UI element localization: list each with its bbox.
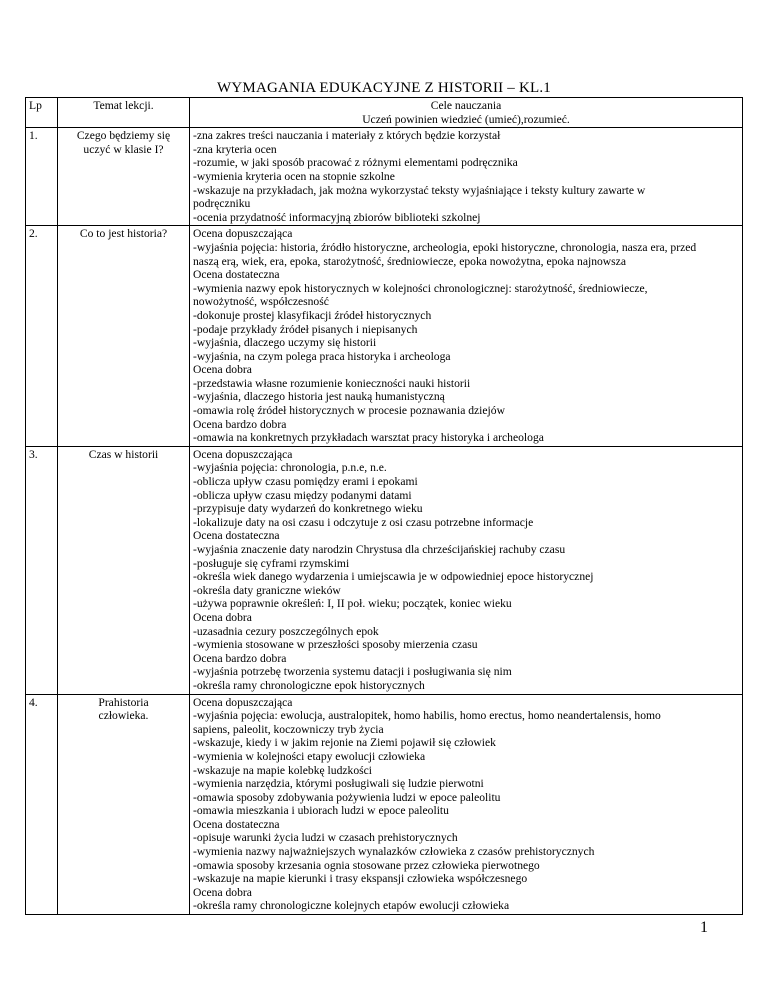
- requirement-item: -ocenia przydatność informacyjną zbiorów biblioteki szkolnej: [193, 210, 481, 224]
- grade-level-heading: Ocena dopuszczająca: [193, 447, 293, 461]
- requirement-item: -omawia rolę źródeł historycznych w procesie poznawania dziejów: [193, 404, 505, 418]
- lesson-topic-line: Prahistoria: [98, 695, 149, 709]
- requirement-item: -oblicza upływ czasu między podanymi datami: [193, 488, 412, 502]
- requirement-item: -wskazuje, kiedy i w jakim rejonie na Ziemi pojawił się człowiek: [193, 736, 496, 750]
- requirement-item: -omawia sposoby zdobywania pożywienia ludzi w epoce paleolitu: [193, 790, 501, 804]
- requirement-item: -wyjaśnia, dlaczego historia jest nauką humanistyczną: [193, 390, 445, 404]
- grade-level-heading: Ocena dostateczna: [193, 529, 280, 543]
- requirement-item: -określa ramy chronologiczne kolejnych etapów ewolucji człowieka: [193, 899, 510, 913]
- learning-goals: [190, 226, 743, 447]
- row-number: 1.: [26, 128, 58, 226]
- requirement-item: -wymienia w kolejności etapy ewolucji człowieka: [193, 749, 426, 763]
- header-topic: Temat lekcji.: [58, 98, 190, 128]
- requirement-item: -wymienia stosowane w przeszłości sposoby mierzenia czasu: [193, 638, 478, 652]
- requirement-item: -wyjaśnia pojęcia: historia, źródło historyczne, archeologia, epoki historyczne, chronologia, nasza era, przed: [193, 240, 697, 254]
- requirement-item: -wskazuje na mapie kolebkę ludzkości: [193, 763, 372, 777]
- requirement-item: -oblicza upływ czasu pomiędzy erami i epokami: [193, 475, 418, 489]
- requirement-item: -rozumie, w jaki sposób pracować z różnymi elementami podręcznika: [193, 156, 518, 170]
- requirement-item: -uzasadnia cezury poszczególnych epok: [193, 624, 379, 638]
- requirement-item: -określa ramy chronologiczne epok historycznych: [193, 678, 425, 692]
- requirement-item: -wyjaśnia, dlaczego uczymy się historii: [193, 336, 377, 350]
- requirement-item: -wskazuje na przykładach, jak można wykorzystać teksty wyjaśniające i teksty kultury zawarte w: [193, 183, 646, 197]
- requirement-item: -wyjaśnia potrzebę tworzenia systemu datacji i posługiwania się nim: [193, 665, 512, 679]
- lesson-topic-line: Czego będziemy się: [76, 129, 171, 143]
- requirement-item: -wyjaśnia, na czym polega praca historyka i archeologa: [193, 349, 451, 363]
- lesson-topic: [58, 128, 190, 226]
- requirement-item: -określa wiek danego wydarzenia i umiejscawia je w odpowiedniej epoce historycznej: [193, 570, 594, 584]
- learning-goals: [190, 128, 743, 226]
- grade-level-heading: Ocena dostateczna: [193, 817, 280, 831]
- requirement-item: -zna zakres treści nauczania i materiały z których będzie korzystał: [193, 129, 501, 143]
- requirement-item: podręczniku: [193, 197, 251, 211]
- table-row: [26, 226, 743, 447]
- learning-goals: [190, 446, 743, 694]
- requirement-item: -przedstawia własne rozumienie konieczności nauki historii: [193, 376, 471, 390]
- grade-level-heading: Ocena bardzo dobra: [193, 651, 287, 665]
- requirement-item: naszą erą, wiek, era, epoka, starożytność, średniowiecze, epoka nowożytna, epoka najnowsza: [193, 254, 626, 268]
- grade-level-heading: Ocena dobra: [193, 363, 252, 377]
- requirement-item: sapiens, paleolit, koczowniczy tryb życia: [193, 722, 384, 736]
- requirement-item: -wymienia kryteria ocen na stopnie szkolne: [193, 169, 395, 183]
- requirement-item: -przypisuje daty wydarzeń do konkretnego wieku: [193, 502, 423, 516]
- grade-level-heading: Ocena dopuszczająca: [193, 227, 293, 241]
- row-number: 3.: [26, 446, 58, 694]
- row-number: 2.: [26, 226, 58, 447]
- requirement-item: -wymienia nazwy najważniejszych wynalazków człowieka z czasów prehistorycznych: [193, 845, 595, 859]
- table-row: [26, 128, 743, 226]
- header-goals-subtitle: Uczeń powinien wiedzieć (umieć),rozumieć.: [362, 112, 570, 126]
- document-title: WYMAGANIA EDUKACYJNE Z HISTORII – KL.1: [217, 80, 551, 96]
- page-number: 1: [700, 919, 708, 936]
- requirement-item: -opisuje warunki życia ludzi w czasach prehistorycznych: [193, 831, 458, 845]
- requirement-item: -określa daty graniczne wieków: [193, 583, 341, 597]
- requirement-item: -lokalizuje daty na osi czasu i odczytuje z osi czasu potrzebne informacje: [193, 515, 534, 529]
- requirement-item: nowożytność, współczesność: [193, 295, 329, 309]
- table-header-row: [26, 98, 743, 128]
- lesson-topic-line: Czas w historii: [88, 447, 159, 461]
- requirement-item: -używa poprawnie określeń: I, II poł. wieku; początek, koniec wieku: [193, 597, 512, 611]
- requirement-item: -zna kryteria ocen: [193, 142, 277, 156]
- grade-level-heading: Ocena dobra: [193, 885, 252, 899]
- grade-level-heading: Ocena dostateczna: [193, 268, 280, 282]
- requirement-item: -wyjaśnia znaczenie daty narodzin Chrystusa dla chrześcijańskiej rachuby czasu: [193, 543, 566, 556]
- requirement-item: -wymienia nazwy epok historycznych w kolejności chronologicznej: starożytność, średniowiecze,: [193, 281, 648, 295]
- grade-level-heading: Ocena dobra: [193, 610, 252, 624]
- lesson-topic-line: Co to jest historia?: [79, 227, 168, 241]
- header-goals-title: Cele nauczania: [430, 99, 502, 112]
- grade-level-heading: Ocena dopuszczająca: [193, 695, 293, 709]
- lesson-topic-line: człowieka.: [98, 709, 149, 723]
- row-number: 4.: [26, 694, 58, 915]
- lesson-topic-line: uczyć w klasie I?: [83, 142, 164, 156]
- requirement-item: -podaje przykłady źródeł pisanych i niepisanych: [193, 322, 418, 336]
- header-lp: Lp: [26, 98, 58, 128]
- lesson-topic: [58, 226, 190, 447]
- lesson-topic: [58, 694, 190, 915]
- learning-goals: [190, 694, 743, 915]
- requirements-table: [25, 97, 743, 915]
- requirement-item: -posługuje się cyframi rzymskimi: [193, 556, 350, 570]
- requirement-item: -wymienia narzędzia, którymi posługiwali się ludzie pierwotni: [193, 777, 484, 791]
- grade-level-heading: Ocena bardzo dobra: [193, 417, 287, 431]
- header-goals: [190, 98, 743, 128]
- requirement-item: -omawia na konkretnych przykładach warsztat pracy historyka i archeologa: [193, 431, 544, 445]
- requirement-item: -wskazuje na mapie kierunki i trasy ekspansji człowieka współczesnego: [193, 872, 528, 886]
- requirement-item: -omawia mieszkania i ubiorach ludzi w epoce paleolitu: [193, 804, 449, 818]
- lesson-topic: [58, 446, 190, 694]
- requirement-item: -omawia sposoby krzesania ognia stosowane przez człowieka pierwotnego: [193, 858, 540, 872]
- table-row: [26, 446, 743, 694]
- requirement-item: -wyjaśnia pojęcia: ewolucja, australopitek, homo habilis, homo erectus, homo neandertalensis, homo: [193, 709, 661, 723]
- requirement-item: -wyjaśnia pojęcia: chronologia, p.n.e, n.e.: [193, 461, 387, 475]
- requirement-item: -dokonuje prostej klasyfikacji źródeł historycznych: [193, 308, 432, 322]
- table-row: [26, 694, 743, 915]
